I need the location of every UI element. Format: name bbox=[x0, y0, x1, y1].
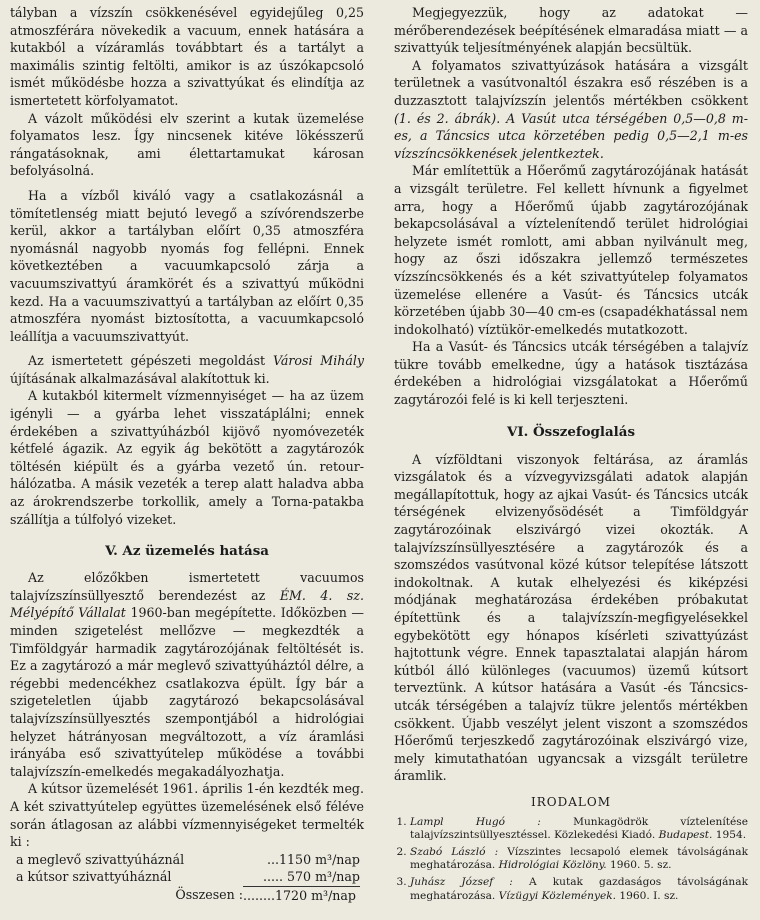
section-heading: VI. Összefoglalás bbox=[507, 423, 635, 440]
reference-item bbox=[410, 876, 748, 903]
production-row bbox=[10, 868, 364, 885]
production-label: a kútsor szivattyúháznál bbox=[16, 869, 172, 885]
text-span: Az ismertetett gépészeti megoldást bbox=[28, 353, 273, 369]
reference-year: 1954. bbox=[712, 829, 747, 842]
reference-year: 1960. 5. sz. bbox=[606, 859, 672, 872]
references-title: IRODALOM bbox=[531, 794, 611, 809]
total-label: Összesen : bbox=[175, 886, 243, 902]
reference-place: Budapest. bbox=[658, 829, 713, 842]
reference-author: Juhász József : bbox=[410, 875, 513, 888]
paragraph bbox=[394, 57, 748, 163]
production-value: ...1150 m³/nap bbox=[267, 851, 360, 867]
company-name: ÉM. 4. sz. Mélyépítő Vállalat bbox=[10, 587, 365, 621]
paragraph bbox=[10, 352, 364, 387]
reference-item bbox=[410, 846, 748, 873]
reference-place: Vízügyi Közlemények. bbox=[498, 889, 617, 902]
paragraph bbox=[10, 569, 364, 780]
paragraph: Már említettük a Hőerőmű zagytározójának hatását a vizsgált területre. Fel kellett hívnunk a figyelmet arra, hogy a Hőerőmű újabb zagytározójának bekapcsolásával a víztelenítendő terület hidrológiai helyzete ismét romlott, ami abban nyilvánult meg, hogy az őszi időszakra jellemző természetes vízszíncsökkenés és a két szivattyútelep folyamatos üzemelése ellenére a Vasút- és Táncsics utcák körzetében újabb 30—40 cm-es (csapadékhatással nem indokolható) víztükör-emelkedés mutatkozott. bbox=[394, 163, 748, 337]
reference-author: Lampl Hugó : bbox=[410, 815, 541, 828]
text-span: A folyamatos szivattyúzások hatására a vizsgált területnek a vasútvonaltól északra eső részében is a duzzasztott talajvízszín jelentős mértékben csökkent bbox=[394, 57, 748, 108]
production-row bbox=[10, 851, 364, 868]
right-column bbox=[394, 4, 748, 906]
paragraph: Ha a vízből kiváló vagy a csatlakozásnál a tömítetlenség miatt bejutó levegő a szívórendszerbe kerül, akkor a tartályban előírt 0,35 atmoszféra nyomásnál nagyobb nyomás fog fellépni. Ennek következtében a vacuumkapcsoló zárja a vacuumszivattyú áramkörét és a szivattyú működni kezd. Ha a vacuumszivattyú a tartályban az előírt 0,35 atmoszféra nyomást biztosította, a vacuumkapcsoló leállítja a vacuumszivattyút. bbox=[10, 187, 364, 344]
reference-text: Munkagödrök víztelenítése talajvízszintsüllyesztéssel. Közlekedési Kiadó. bbox=[410, 815, 748, 842]
reference-text: A kutak gazdaságos távolságának meghatározása. bbox=[410, 875, 748, 902]
production-total bbox=[10, 886, 364, 904]
reference-item bbox=[410, 816, 748, 843]
paragraph: Ha a Vasút- és Táncsics utcák térségében a talajvíz tükre tovább emelkedne, úgy a hatások tisztázása érdekében a hidrológiai vizsgálatokat a Hőerőmű zagytározói felé is ki kell terjeszteni. bbox=[394, 339, 748, 408]
left-column bbox=[10, 4, 364, 904]
production-label: a meglevő szivattyúháznál bbox=[16, 851, 185, 867]
text-span: Az előzőkben ismertetett vacuumos talajvízszínsüllyesztő berendezést az bbox=[10, 570, 364, 603]
section-heading: V. Az üzemelés hatása bbox=[105, 543, 269, 560]
reference-text: Vízszintes lecsapoló elemek távolságának meghatározása. bbox=[410, 845, 748, 872]
paragraph: tályban a vízszín csökkenésével egyidejűleg 0,25 atmoszférára növekedik a vacuum, ennek hatására a kutakból a vízáramlás továbbtart és a tartályt a maximális szintig feltölti, amikor is az úszókapcsoló ismét működésbe hozza a szivattyúkat és elindítja az ismertetett körfolyamatot. bbox=[10, 5, 364, 108]
reference-author: Szabó László : bbox=[410, 845, 499, 858]
paragraph: A kútsor üzemelését 1961. április 1-én kezdték meg. A két szivattyútelep együttes üzemelésének első féléve során átlagosan az alábbi vízmennyiségeket termelték ki : bbox=[10, 781, 364, 850]
text-span: 1960-ban megépítette. Időközben — minden szigetelést mellőzve — megkezdték a Timföldgyár harmadik zagytározójának feltöltését is. Ez a zagytározó a már meglevő szivattyúháztól délre, a régebbi medencékhez csatlakozva épült. Így bár a szigeteletlen újabb zagytározó bekapcsolásával talajvízszínsüllyesztés szempontjából a hidrológiai helyzet hátrányosan megváltozott, a víz áramlási irányába eső szivattyútelep működése a további talajvízszín-emelkedés megakadályozhatja. bbox=[10, 605, 364, 779]
text-span: újításának alkalmazásával alakítottuk ki. bbox=[10, 370, 270, 386]
figure-reference: (1. és 2. ábrák) bbox=[394, 110, 497, 126]
text-span: . bbox=[496, 110, 507, 126]
total-value: ........1720 m³/nap bbox=[243, 886, 360, 904]
reference-place: Hidrológiai Közlöny. bbox=[498, 859, 607, 872]
reference-list bbox=[394, 816, 748, 904]
paragraph: A kutakból kitermelt vízmennyiséget — ha az üzem igényli — a gyárba lehet visszatáplálni; ennek érdekében a szivattyúházból kijövő nyomóvezeték kétfelé ágazik. Az egyik ág bekötött a zagytározók töltésén kiépült és a gyárba vezető ún. retour-hálózatba. A másik vezeték a terep alatt haladva abba az árokrendszerbe torkollik, amely a Torna-patakba szállítja a túlfolyó vizeket. bbox=[10, 388, 364, 527]
production-value: ..... 570 m³/nap bbox=[263, 869, 360, 885]
paragraph: A vázolt működési elv szerint a kutak üzemelése folyamatos lesz. Így nincsenek kitéve lökésszerű rángatásoknak, ami élettartamukat károsan befolyásolná. bbox=[10, 110, 364, 179]
paragraph: Megjegyezzük, hogy az adatokat — mérőberendezések beépítésének elmaradása miatt — a szivattyúk teljesítményének alapján becsültük. bbox=[394, 5, 748, 56]
production-table bbox=[10, 851, 364, 904]
person-name: Városi Mihály bbox=[272, 353, 364, 369]
emphasis-text: A Vasút utca térségében 0,5—0,8 m-es, a Táncsics utca körzetében pedig 0,5—2,1 m-es vízszíncsökkenések jelentkeztek. bbox=[394, 110, 748, 161]
paragraph: A vízföldtani viszonyok feltárása, az áramlás vizsgálatok és a vízvegyvizsgálati adatok alapján megállapítottuk, hogy az ajkai Vasút- és Táncsics utcák térségének elvizenyősödését a Timföldgyár zagytározóinak elszivárgó vizei okozták. A talajvízszínsüllyesztésére a zagytározók és a szomszédos vasútvonal közé kútsor telepítése látszott indokoltnak. A kutak elhelyezési és kiképzési módjának meghatározása érdekében próbakutat építettünk és a talajvízszín-megfigyelésekkel egybekötött egy hónapos kísérleti szivattyúzást hajtottunk végre. Ennek tapasztalatai alapján három kútból álló különleges (vacuumos) üzemű kútsort terveztünk. A kútsor hatására a Vasút -és Táncsics-utcák térségében a talajvíz tükre jelentős mértékben csökkent. Újabb veszélyt jelent viszont a szomszédos Hőerőmű terjeszkedő zagytározóinak elszivárgó vize, mely kimutathatóan ugyancsak a vizsgált területre áramlik. bbox=[394, 451, 748, 784]
reference-year: 1960. I. sz. bbox=[616, 889, 679, 902]
